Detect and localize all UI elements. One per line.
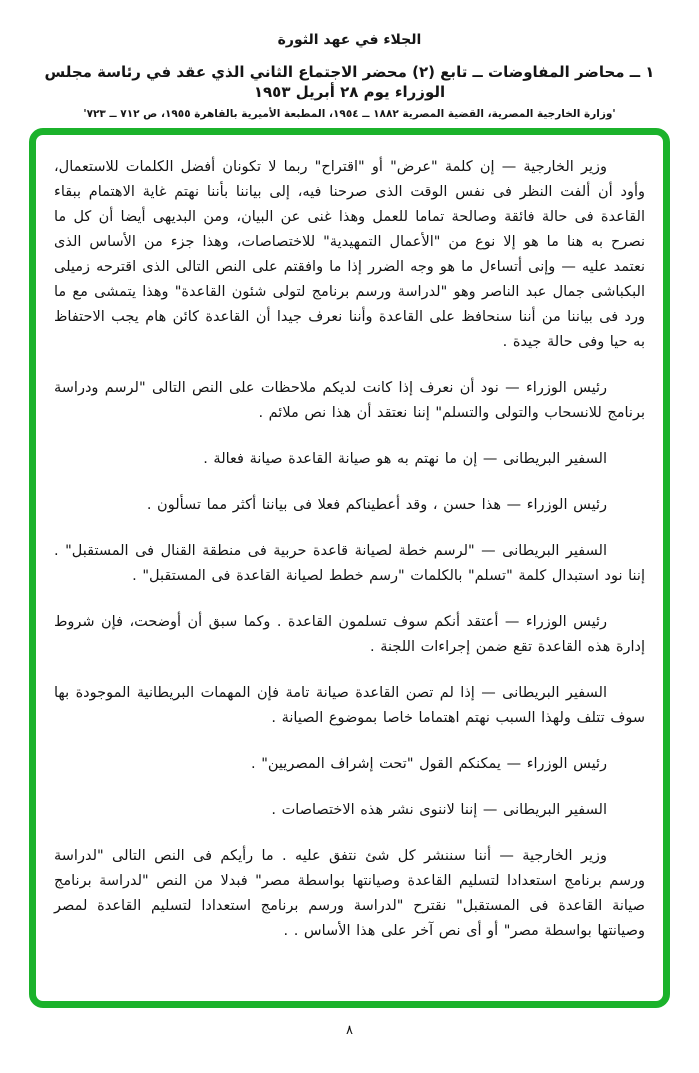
dialogue-paragraph [54,155,645,355]
dialogue-paragraph [54,447,645,472]
speech-text: إننا لاننوى نشر هذه الاختصاصات . [271,802,478,818]
speaker-name: وزير الخارجية — [501,159,607,175]
speaker-name: رئيس الوزراء — [505,380,608,396]
page-number: ٨ [346,1023,353,1038]
speech-text: أعتقد أنكم سوف تسلمون القاعدة . وكما سبق أن أوضحت، فإن شروط إدارة هذه القاعدة تقع ضمن إجراءات اللجنة . [54,614,645,655]
speaker-name: وزير الخارجية — [499,848,607,864]
speech-text: إن كلمة "عرض" أو "اقتراح" ربما لا تكونان أفضل الكلمات للاستعمال، وأود أن ألفت النظر فى نفس الوقت الذى صرحنا فيه، إلى بياننا بأننا نهتم غاية الاهتمام ببقاء القاعدة فى حالة فائقة وصالحة تماما للعمل وهذا غنى عن البيان، ومن البديهى أيضا أن كل ما نصرح به هنا ما هو إلا نوع من "الأعمال التمهيدية" للاختصاصات، وهذا جزء من الأساس الذى نعتمد عليه — وإنى أتساءل ما هو وجه الضرر إذا ما وافقتم على النص التالى الذى اقترحه زميلى البكباشى جمال عبد الناصر وهو "لدراسة ورسم برنامج لتولى شئون القاعدة" وهذا يتمشى مع ما ورد فى بياننا من أننا سنحافظ على القاعدة وأننا نعرف جيدا أن القاعدة كائن هام يجب الاحتفاظ به حيا وفى حالة جيدة . [54,159,645,350]
speech-text: هذا حسن ، وقد أعطيناكم فعلا فى بياننا أكثر مما تسألون . [146,497,501,513]
dialogue-paragraph [54,798,645,823]
page-header [0,32,699,120]
speech-text: "لرسم خطة لصيانة قاعدة حربية فى منطقة القنال فى المستقبل" . إننا نود استبدال كلمة "تسلم" بالكلمات "رسم خطط لصيانة القاعدة فى المستقبل" . [54,543,645,584]
speaker-name: رئيس الوزراء — [506,756,607,772]
speaker-name: رئيس الوزراء — [504,614,608,630]
speaker-name: السفير البريطانى — [481,543,607,559]
speaker-name: رئيس الوزراء — [506,497,607,513]
speech-text: إن ما نهتم به هو صيانة القاعدة صيانة فعالة . [203,451,478,467]
dialogue-paragraph [54,752,645,777]
dialogue-paragraph [54,493,645,518]
book-title: الجلاء في عهد الثورة [277,32,422,48]
speech-text: يمكنكم القول "تحت إشراف المصريين" . [250,756,501,772]
speech-text: نود أن نعرف إذا كانت لديكم ملاحظات على النص التالى "لرسم ودراسة برنامج للانسحاب والتولى والتسلم" إننا نعتقد أن هذا نص ملائم . [54,380,645,421]
section-heading: ١ ــ محاضر المفاوضات ــ تابع (٢) محضر الاجتماع الثاني الذي عقد في رئاسة مجلس الوزراء يوم ٢٨ أبريل ١٩٥٣ [44,63,655,101]
speech-text: أننا سننشر كل شئ نتفق عليه . ما رأيكم فى النص التالى "لدراسة ورسم برنامج استعدادا لتسليم القاعدة وصيانتها بواسطة مصر" فبدلا من النص "لدراسة برنامج صيانة القاعدة فى المستقبل" نقترح "لدراسة ورسم برنامج استعدادا لتسليم القاعدة لمصر وصيانتها بواسطة مصر" أو أى نص آخر على هذا الأساس . . [54,848,645,939]
speaker-name: السفير البريطانى — [482,451,607,467]
speaker-name: السفير البريطانى — [482,802,607,818]
dialogue-paragraph [54,681,645,731]
dialogue-paragraph [54,610,645,660]
dialogue-paragraph [54,376,645,426]
speech-text: إذا لم تصن القاعدة صيانة تامة فإن المهمات البريطانية الموجودة بها سوف تتلف ولهذا السبب نهتم اهتماما خاصا بموضوع الصيانة . [54,685,645,726]
green-border-frame [29,128,670,1008]
source-citation: 'وزارة الخارجية المصرية، القضية المصرية ١٨٨٢ ــ ١٩٥٤، المطبعة الأميرية بالقاهرة ١٩٥٥، ص ٧١٢ ــ ٧٢٣' [83,108,616,120]
speaker-name: السفير البريطانى — [481,685,607,701]
dialogue-paragraph [54,844,645,944]
dialogue-paragraph [54,539,645,589]
page-footer [0,1023,699,1038]
